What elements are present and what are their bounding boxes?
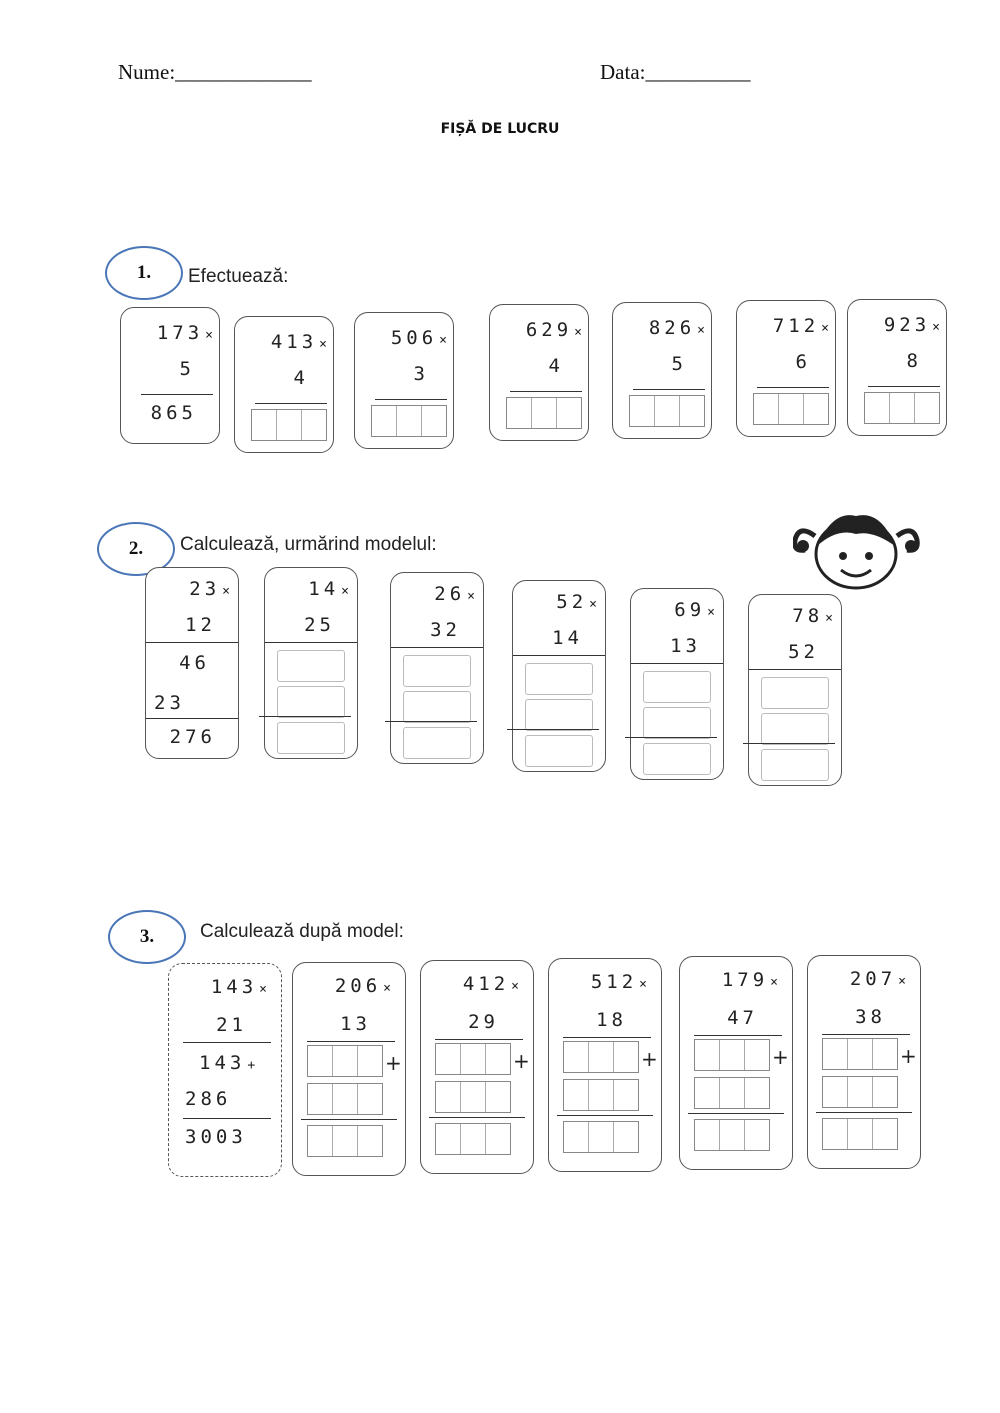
- answer-row[interactable]: [525, 663, 593, 695]
- date-field-label: Data:__________: [600, 60, 751, 84]
- partial-product-2: [185, 1088, 231, 1110]
- sum-line: [259, 716, 351, 717]
- times-sign: ×: [383, 981, 391, 996]
- times-sign: ×: [697, 323, 705, 338]
- answer-row[interactable]: [277, 722, 345, 754]
- multiplicand: [526, 319, 582, 341]
- multiplier-value: 12: [185, 614, 216, 636]
- multiplier: [549, 355, 564, 377]
- answer-row[interactable]: [525, 699, 593, 731]
- multiplicand: [792, 605, 833, 627]
- result-line: [757, 387, 829, 388]
- digit-box[interactable]: [564, 1042, 589, 1072]
- multiplicand-value: 412: [462, 973, 510, 995]
- multiplier-value: 14: [552, 627, 583, 649]
- multiplier-value: 5: [671, 353, 687, 375]
- sum-line: [146, 718, 238, 719]
- product-line: [513, 655, 605, 656]
- multiplier-value: 13: [340, 1013, 371, 1035]
- answer-boxes[interactable]: [307, 1125, 383, 1157]
- multiplication-card: [612, 302, 712, 439]
- multiplication-card: [292, 962, 406, 1176]
- result: [170, 726, 216, 748]
- digit-box[interactable]: [486, 1082, 510, 1112]
- digit-box[interactable]: [848, 1077, 873, 1107]
- answer-boxes[interactable]: [864, 392, 940, 424]
- digit-box[interactable]: [873, 1077, 897, 1107]
- product-line: [694, 1035, 782, 1036]
- multiplicand-value: 826: [648, 317, 696, 339]
- answer-boxes[interactable]: [563, 1041, 639, 1073]
- multiplication-card: [234, 316, 334, 453]
- multiplier: [430, 619, 461, 641]
- multiplicand: [434, 583, 475, 605]
- multiplier: [855, 1006, 886, 1028]
- digit-box[interactable]: [695, 1040, 720, 1070]
- result-line: [375, 399, 447, 400]
- digit-box[interactable]: [823, 1119, 848, 1149]
- multiplier-value: 52: [788, 641, 819, 663]
- sum-line: [183, 1118, 271, 1119]
- product-line: [307, 1041, 395, 1042]
- digit-box[interactable]: [680, 396, 704, 426]
- plus-sign: +: [247, 1058, 256, 1073]
- answer-boxes[interactable]: [435, 1081, 511, 1113]
- multiplication-card: [807, 955, 921, 1169]
- multiplier-value: 38: [855, 1006, 886, 1028]
- times-sign: ×: [319, 337, 327, 352]
- answer-row[interactable]: [277, 686, 345, 718]
- digit-box[interactable]: [823, 1039, 848, 1069]
- multiplicand-value: 23: [189, 578, 221, 600]
- sum-line: [743, 743, 835, 744]
- digit-box[interactable]: [848, 1039, 873, 1069]
- multiplier: [788, 641, 819, 663]
- product-line: [822, 1034, 910, 1035]
- multiplicand-value: 143: [210, 976, 258, 998]
- multiplication-card: [489, 304, 589, 441]
- digit-box[interactable]: [745, 1120, 769, 1150]
- multiplication-card: [847, 299, 947, 436]
- digit-box[interactable]: [397, 406, 422, 436]
- multiplicand-value: 413: [270, 331, 318, 353]
- multiplicand: [722, 969, 778, 991]
- answer-boxes[interactable]: [822, 1118, 898, 1150]
- answer-boxes[interactable]: [694, 1119, 770, 1151]
- digit-box[interactable]: [865, 393, 890, 423]
- answer-boxes[interactable]: [307, 1083, 383, 1115]
- digit-box[interactable]: [308, 1046, 333, 1076]
- multiplier: [185, 614, 216, 636]
- digit-box[interactable]: [915, 393, 939, 423]
- times-sign: ×: [589, 597, 597, 612]
- partial-product-1-value: 46: [179, 652, 210, 674]
- product-line: [265, 642, 357, 643]
- result-value: 3003: [185, 1126, 247, 1148]
- partial-product-2-value: 23: [154, 692, 185, 714]
- plus-sign: +: [385, 1051, 402, 1075]
- multiplier-value: 21: [216, 1014, 247, 1036]
- name-field-label: Nume:_____________: [118, 60, 312, 84]
- multiplicand-value: 14: [308, 578, 340, 600]
- multiplier: [907, 350, 922, 372]
- times-sign: ×: [707, 605, 715, 620]
- result-line: [141, 394, 213, 395]
- digit-box[interactable]: [614, 1042, 638, 1072]
- multiplier-value: 25: [304, 614, 335, 636]
- answer-boxes[interactable]: [435, 1123, 511, 1155]
- partial-product-1: [179, 652, 210, 674]
- digit-box[interactable]: [873, 1119, 897, 1149]
- digit-box[interactable]: [372, 406, 397, 436]
- multiplication-card: [354, 312, 454, 449]
- sum-line: [625, 737, 717, 738]
- result-value: 865: [150, 402, 197, 424]
- digit-box[interactable]: [720, 1040, 745, 1070]
- multiplier-value: 32: [430, 619, 461, 641]
- answer-boxes[interactable]: [822, 1038, 898, 1070]
- multiplicand: [335, 975, 391, 997]
- multiplier: [727, 1007, 758, 1029]
- multiplier: [468, 1011, 499, 1033]
- answer-row[interactable]: [403, 727, 471, 759]
- multiplier: [180, 358, 195, 380]
- times-sign: ×: [259, 982, 267, 997]
- digit-box[interactable]: [436, 1124, 461, 1154]
- multiplicand: [308, 578, 349, 600]
- multiplication-card: [264, 567, 358, 759]
- answer-boxes[interactable]: [563, 1121, 639, 1153]
- product-line: [183, 1042, 271, 1043]
- answer-boxes[interactable]: [694, 1039, 770, 1071]
- answer-row[interactable]: [643, 743, 711, 775]
- digit-box[interactable]: [436, 1082, 461, 1112]
- multiplier: [672, 353, 687, 375]
- product-line: [631, 663, 723, 664]
- digit-box[interactable]: [252, 410, 277, 440]
- times-sign: ×: [574, 325, 582, 340]
- answer-row[interactable]: [643, 707, 711, 739]
- digit-box[interactable]: [461, 1044, 486, 1074]
- multiplier-value: 13: [670, 635, 701, 657]
- digit-box[interactable]: [695, 1120, 720, 1150]
- multiplicand: [884, 314, 940, 336]
- times-sign: ×: [825, 611, 833, 626]
- digit-box[interactable]: [358, 1126, 382, 1156]
- answer-row[interactable]: [525, 735, 593, 767]
- plus-sign: +: [641, 1047, 658, 1071]
- multiplier-value: 4: [293, 367, 309, 389]
- times-sign: ×: [511, 979, 519, 994]
- answer-row[interactable]: [277, 650, 345, 682]
- digit-box[interactable]: [461, 1082, 486, 1112]
- times-sign: ×: [341, 584, 349, 599]
- multiplier-value: 5: [179, 358, 195, 380]
- exercise-3-instruction: Calculează după model:: [200, 921, 404, 942]
- answer-boxes[interactable]: [371, 405, 447, 437]
- multiplier-value: 6: [795, 351, 811, 373]
- answer-boxes[interactable]: [629, 395, 705, 427]
- multiplication-card: [630, 588, 724, 780]
- result-line: [633, 389, 705, 390]
- multiplicand-value: 173: [156, 322, 204, 344]
- multiplication-card: [736, 300, 836, 437]
- multiplier: [340, 1013, 371, 1035]
- digit-box[interactable]: [655, 396, 680, 426]
- multiplication-card: [120, 307, 220, 444]
- multiplier-value: 4: [548, 355, 564, 377]
- multiplicand: [674, 599, 715, 621]
- digit-box[interactable]: [745, 1078, 769, 1108]
- answer-row[interactable]: [403, 655, 471, 687]
- digit-box[interactable]: [589, 1080, 614, 1110]
- product-line: [435, 1039, 523, 1040]
- multiplication-card: [145, 567, 239, 759]
- multiplicand-value: 506: [390, 327, 438, 349]
- product-line: [146, 642, 238, 643]
- multiplicand-value: 78: [792, 605, 824, 627]
- exercise-2-number: 2.: [97, 522, 175, 576]
- partial-product-2: [154, 692, 185, 714]
- multiplier: [414, 363, 429, 385]
- multiplicand-value: 207: [849, 968, 897, 990]
- digit-box[interactable]: [630, 396, 655, 426]
- multiplier-value: 8: [906, 350, 922, 372]
- multiplication-card: [420, 960, 534, 1174]
- answer-row[interactable]: [643, 671, 711, 703]
- sum-line: [816, 1112, 912, 1113]
- multiplicand: [556, 591, 597, 613]
- digit-box[interactable]: [564, 1080, 589, 1110]
- multiplier: [216, 1014, 247, 1036]
- multiplicand: [189, 578, 230, 600]
- digit-box[interactable]: [873, 1039, 897, 1069]
- sum-line: [557, 1115, 653, 1116]
- answer-boxes[interactable]: [435, 1043, 511, 1075]
- times-sign: ×: [639, 977, 647, 992]
- answer-boxes[interactable]: [307, 1045, 383, 1077]
- times-sign: ×: [821, 321, 829, 336]
- digit-box[interactable]: [804, 394, 828, 424]
- plus-sign: +: [900, 1044, 917, 1068]
- answer-boxes[interactable]: [563, 1079, 639, 1111]
- digit-box[interactable]: [308, 1084, 333, 1114]
- digit-box[interactable]: [277, 410, 302, 440]
- digit-box[interactable]: [461, 1124, 486, 1154]
- plus-sign: +: [772, 1045, 789, 1069]
- answer-boxes[interactable]: [506, 397, 582, 429]
- digit-box[interactable]: [422, 406, 446, 436]
- digit-box[interactable]: [848, 1119, 873, 1149]
- multiplicand: [773, 315, 829, 337]
- times-sign: ×: [770, 975, 778, 990]
- multiplication-card: [679, 956, 793, 1170]
- multiplicand-value: 26: [434, 583, 466, 605]
- answer-row[interactable]: [761, 677, 829, 709]
- multiplicand: [391, 327, 447, 349]
- answer-row[interactable]: [761, 749, 829, 781]
- multiplicand: [591, 971, 647, 993]
- digit-box[interactable]: [557, 398, 581, 428]
- exercise-1-instruction: Efectuează:: [188, 266, 289, 287]
- product-line: [391, 647, 483, 648]
- result-value: 276: [169, 726, 216, 748]
- times-sign: ×: [467, 589, 475, 604]
- multiplication-card: [168, 963, 282, 1177]
- digit-box[interactable]: [564, 1122, 589, 1152]
- digit-box[interactable]: [532, 398, 557, 428]
- sum-line: [429, 1117, 525, 1118]
- digit-box[interactable]: [358, 1046, 382, 1076]
- sum-line: [688, 1113, 784, 1114]
- partial-product-2-value: 286: [185, 1088, 232, 1110]
- times-sign: ×: [439, 333, 447, 348]
- multiplicand: [850, 968, 906, 990]
- times-sign: ×: [932, 320, 940, 335]
- digit-box[interactable]: [589, 1122, 614, 1152]
- multiplicand-value: 923: [883, 314, 931, 336]
- digit-box[interactable]: [720, 1078, 745, 1108]
- digit-box[interactable]: [486, 1044, 510, 1074]
- girl-face-icon: [793, 506, 921, 594]
- multiplication-card: [548, 958, 662, 1172]
- multiplier: [796, 351, 811, 373]
- digit-box[interactable]: [486, 1124, 510, 1154]
- digit-box[interactable]: [823, 1077, 848, 1107]
- digit-box[interactable]: [507, 398, 532, 428]
- multiplier-value: 29: [468, 1011, 499, 1033]
- result: [151, 402, 197, 424]
- digit-box[interactable]: [589, 1042, 614, 1072]
- digit-box[interactable]: [745, 1040, 769, 1070]
- answer-boxes[interactable]: [251, 409, 327, 441]
- sum-line: [301, 1119, 397, 1120]
- multiplier-value: 47: [727, 1007, 758, 1029]
- multiplicand-value: 512: [590, 971, 638, 993]
- multiplicand-value: 712: [772, 315, 820, 337]
- multiplicand: [271, 331, 327, 353]
- answer-boxes[interactable]: [694, 1077, 770, 1109]
- times-sign: ×: [205, 328, 213, 343]
- multiplier-value: 18: [596, 1009, 627, 1031]
- multiplicand: [211, 976, 267, 998]
- exercise-3-number: 3.: [108, 910, 186, 964]
- partial-product-1-value: 143: [199, 1052, 246, 1074]
- sum-line: [507, 729, 599, 730]
- multiplication-card: [390, 572, 484, 764]
- multiplier: [552, 627, 583, 649]
- partial-product-1: [199, 1052, 255, 1074]
- exercise-2-instruction: Calculează, urmărind modelul:: [180, 534, 437, 555]
- digit-box[interactable]: [358, 1084, 382, 1114]
- product-line: [563, 1037, 651, 1038]
- multiplier: [294, 367, 309, 389]
- page-title: FIȘĂ DE LUCRU: [440, 121, 560, 137]
- multiplicand: [649, 317, 705, 339]
- multiplier: [670, 635, 701, 657]
- product-line: [749, 669, 841, 670]
- multiplicand-value: 52: [556, 591, 588, 613]
- digit-box[interactable]: [779, 394, 804, 424]
- times-sign: ×: [898, 974, 906, 989]
- answer-boxes[interactable]: [822, 1076, 898, 1108]
- times-sign: ×: [222, 584, 230, 599]
- multiplier-value: 3: [413, 363, 429, 385]
- multiplicand-value: 69: [674, 599, 706, 621]
- digit-box[interactable]: [333, 1046, 358, 1076]
- result: [185, 1126, 247, 1148]
- result-line: [868, 386, 940, 387]
- multiplication-card: [748, 594, 842, 786]
- digit-box[interactable]: [754, 394, 779, 424]
- sum-line: [385, 721, 477, 722]
- multiplier: [304, 614, 335, 636]
- plus-sign: +: [513, 1049, 530, 1073]
- digit-box[interactable]: [436, 1044, 461, 1074]
- digit-box[interactable]: [614, 1122, 638, 1152]
- multiplication-card: [512, 580, 606, 772]
- answer-boxes[interactable]: [753, 393, 829, 425]
- digit-box[interactable]: [720, 1120, 745, 1150]
- digit-box[interactable]: [333, 1084, 358, 1114]
- multiplicand: [463, 973, 519, 995]
- result-line: [255, 403, 327, 404]
- answer-row[interactable]: [761, 713, 829, 745]
- digit-box[interactable]: [308, 1126, 333, 1156]
- multiplicand-value: 206: [334, 975, 382, 997]
- answer-row[interactable]: [403, 691, 471, 723]
- digit-box[interactable]: [614, 1080, 638, 1110]
- digit-box[interactable]: [333, 1126, 358, 1156]
- exercise-1-number: 1.: [105, 246, 183, 300]
- digit-box[interactable]: [302, 410, 326, 440]
- multiplicand-value: 629: [525, 319, 573, 341]
- digit-box[interactable]: [890, 393, 915, 423]
- multiplier: [596, 1009, 627, 1031]
- multiplicand: [157, 322, 213, 344]
- result-line: [510, 391, 582, 392]
- digit-box[interactable]: [695, 1078, 720, 1108]
- multiplicand-value: 179: [721, 969, 769, 991]
